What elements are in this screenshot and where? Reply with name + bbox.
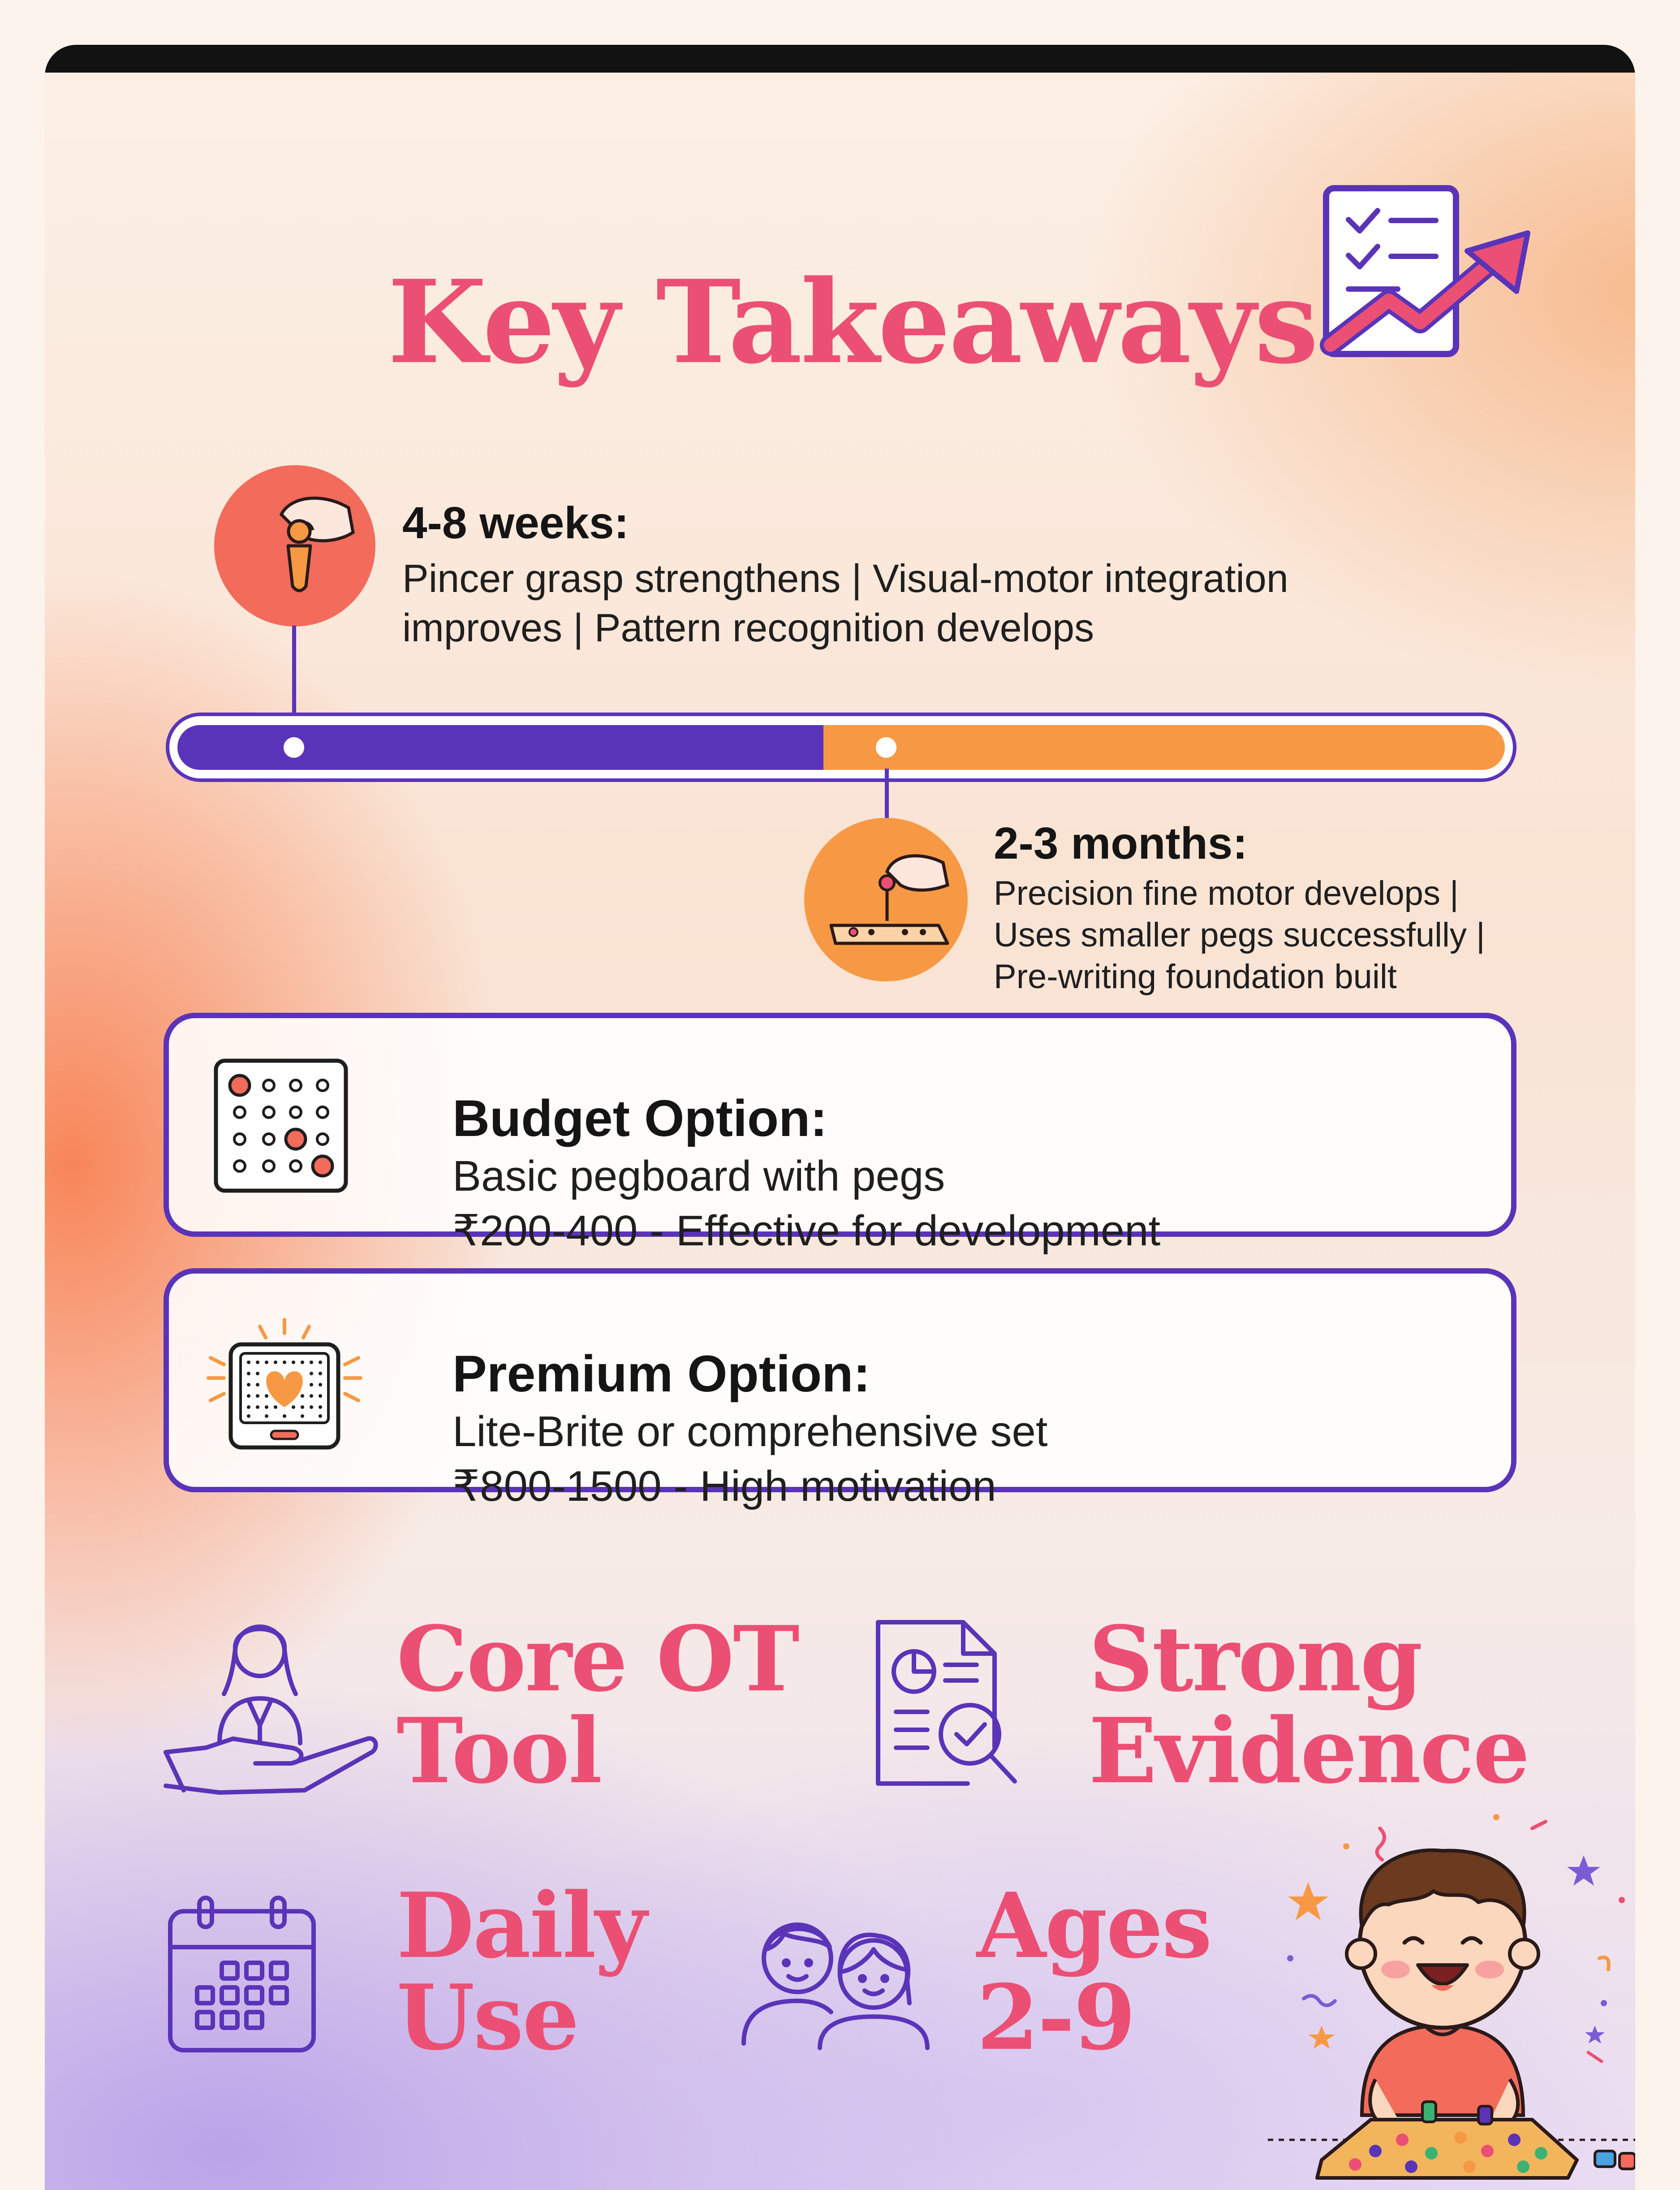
highlight-daily-use-line-1: Daily — [396, 1873, 646, 1978]
premium-option-price: ₹800-1500 - High motivation — [452, 1462, 996, 1510]
timeline-1-line-1: Pincer grasp strengthens | Visual-motor integration — [402, 556, 1288, 600]
timeline-marker-2 — [876, 737, 896, 758]
pincer-grasp-icon — [214, 465, 375, 626]
progress-fill-upcoming — [823, 725, 1505, 770]
child-playing-pegboard-illustration — [1254, 1793, 1635, 2187]
budget-option-card — [164, 1013, 1516, 1237]
timeline-2-line-1: Precision fine motor develops | — [994, 874, 1459, 912]
highlight-core-ot-line-2: Tool — [396, 1698, 601, 1804]
lite-brite-icon — [199, 1315, 370, 1459]
timeline-2-line-2: Uses smaller pegs successfully | — [994, 916, 1485, 954]
budget-option-heading: Budget Option: — [452, 1090, 827, 1147]
pegboard-hand-icon — [804, 818, 968, 981]
highlight-daily-use-line-2: Use — [396, 1965, 578, 2070]
timeline-marker-1 — [284, 737, 304, 758]
report-magnifier-icon — [865, 1613, 1071, 1793]
highlight-core-ot-line-1: Core OT — [396, 1607, 798, 1712]
premium-option-line-1: Lite-Brite or comprehensive set — [452, 1408, 1048, 1456]
children-icon — [730, 1896, 954, 2057]
highlight-ages-line-1: Ages — [977, 1873, 1211, 1978]
calendar-icon — [161, 1891, 323, 2061]
progress-fill-completed — [177, 725, 841, 770]
highlight-ages-line-2: 2-9 — [977, 1965, 1135, 2070]
report-growth-icon — [1317, 179, 1568, 403]
infographic-card — [45, 45, 1635, 2190]
timeline-1-heading: 4-8 weeks: — [402, 498, 629, 548]
timeline-connector-2 — [885, 769, 889, 822]
timeline-2-line-3: Pre-writing foundation built — [994, 958, 1397, 996]
budget-option-line-1: Basic pegboard with pegs — [452, 1152, 945, 1200]
pegboard-icon — [211, 1055, 352, 1197]
therapist-hand-icon — [157, 1613, 381, 1797]
timeline-2-heading: 2-3 months: — [994, 818, 1248, 868]
highlight-strong-evidence-line-1: Strong — [1089, 1607, 1422, 1712]
timeline-1-line-2: improves | Pattern recognition develops — [402, 605, 1094, 650]
budget-option-price: ₹200-400 - Effective for development — [452, 1207, 1161, 1255]
page-title: Key Takeaways — [388, 255, 1317, 389]
premium-option-heading: Premium Option: — [452, 1345, 870, 1403]
highlight-strong-evidence-line-2: Evidence — [1089, 1698, 1529, 1804]
top-bar — [45, 45, 1635, 73]
